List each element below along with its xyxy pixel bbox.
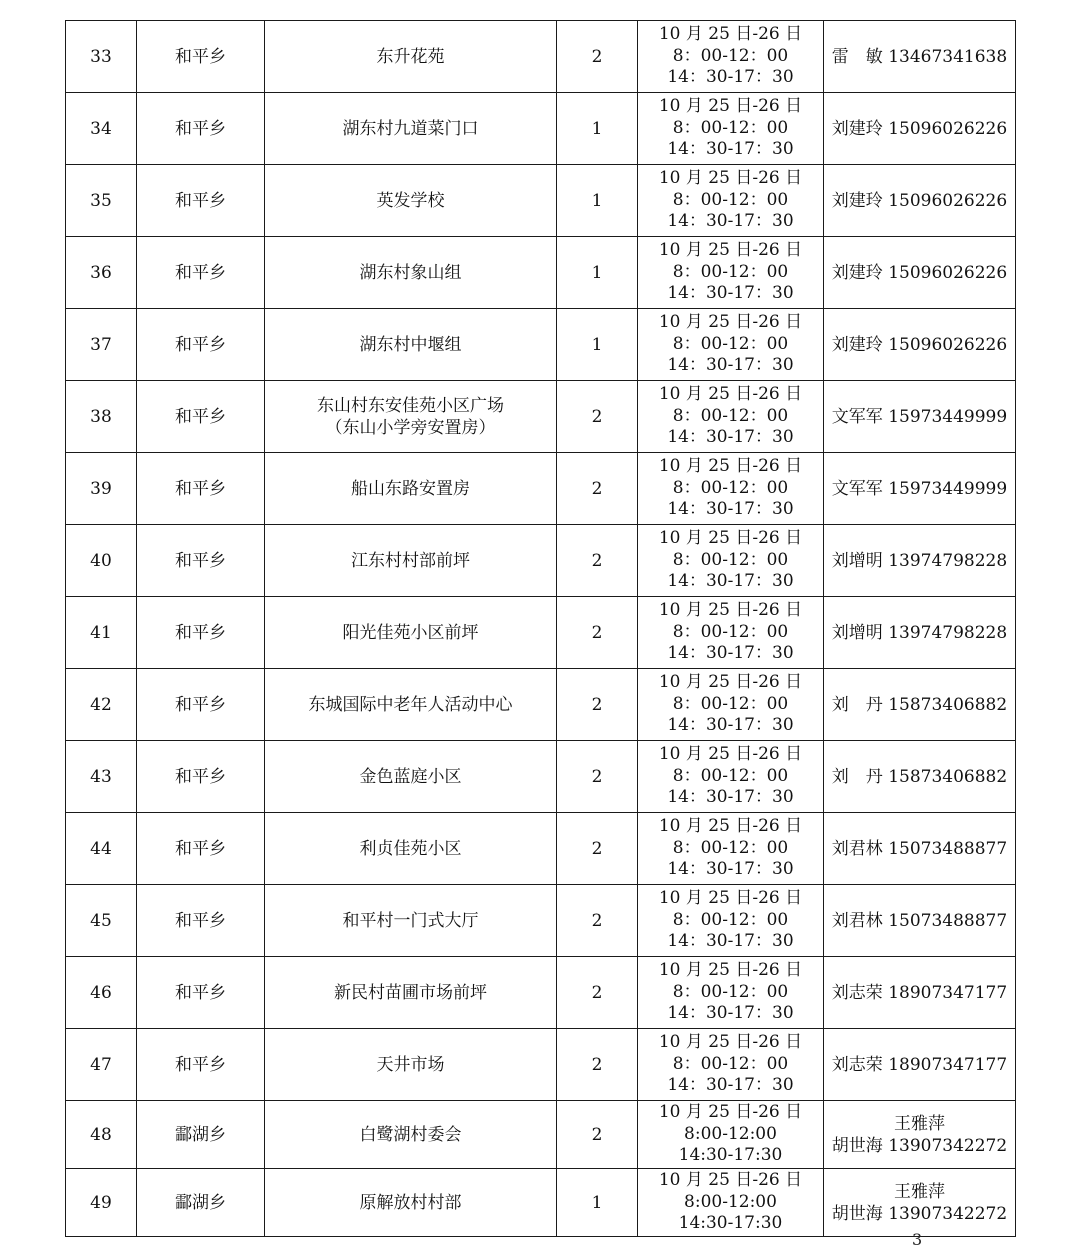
table-row (66, 93, 1016, 165)
time-slot-line: 8：00-12：00 (672, 621, 789, 642)
time-slot-line: 8：00-12：00 (672, 837, 789, 858)
time-slot-line: 8：00-12：00 (672, 117, 789, 138)
sampling-point-count-cell: 1 (557, 237, 638, 309)
contact-person-line: 刘增明 13974798228 (831, 622, 1008, 643)
contact-person-cell (824, 669, 1016, 741)
site-name-cell (265, 885, 557, 957)
township-cell: 酃湖乡 (137, 1101, 265, 1169)
contact-person-line: 刘志荣 18907347177 (831, 982, 1008, 1003)
time-slot-cell (638, 597, 824, 669)
contact-person-line: 文军军 15973449999 (831, 406, 1008, 427)
contact-person-line: 刘 丹 15873406882 (831, 766, 1008, 787)
contact-person-line: 王雅萍 (894, 1181, 945, 1202)
time-slot-line: 10 月 25 日-26 日 (658, 96, 803, 117)
sampling-point-count-cell: 2 (557, 813, 638, 885)
time-slot-line: 8：00-12：00 (672, 981, 789, 1002)
time-slot-line: 8:00-12:00 (684, 1123, 777, 1144)
site-name-cell (265, 21, 557, 93)
time-slot-line: 10 月 25 日-26 日 (658, 744, 803, 765)
table-row (66, 885, 1016, 957)
time-slot-line: 8：00-12：00 (672, 549, 789, 570)
township-cell: 和平乡 (137, 93, 265, 165)
contact-person-line: 刘君林 15073488877 (831, 910, 1008, 931)
time-slot-cell (638, 453, 824, 525)
row-number-cell: 46 (66, 957, 137, 1029)
sampling-point-count-cell: 2 (557, 381, 638, 453)
contact-person-line: 刘君林 15073488877 (831, 838, 1008, 859)
time-slot-line: 14:30-17:30 (678, 1213, 783, 1234)
site-name-cell (265, 237, 557, 309)
site-name-line: 新民村苗圃市场前坪 (334, 982, 487, 1003)
site-name-line: （东山小学旁安置房） (325, 417, 496, 438)
row-number-cell: 41 (66, 597, 137, 669)
time-slot-line: 14：30-17：30 (667, 139, 794, 160)
township-cell: 和平乡 (137, 453, 265, 525)
time-slot-line: 10 月 25 日-26 日 (658, 240, 803, 261)
table-row (66, 1169, 1016, 1237)
contact-person-cell (824, 525, 1016, 597)
site-name-line: 金色蓝庭小区 (359, 766, 462, 787)
time-slot-line: 10 月 25 日-26 日 (658, 888, 803, 909)
time-slot-line: 8：00-12：00 (672, 261, 789, 282)
site-name-cell (265, 525, 557, 597)
time-slot-cell (638, 813, 824, 885)
contact-person-line: 刘建玲 15096026226 (831, 118, 1008, 139)
table-row (66, 741, 1016, 813)
contact-person-line: 刘建玲 15096026226 (831, 262, 1008, 283)
sampling-point-count-cell: 2 (557, 453, 638, 525)
site-name-line: 湖东村九道菜门口 (342, 118, 479, 139)
township-cell: 和平乡 (137, 885, 265, 957)
table-row (66, 381, 1016, 453)
contact-person-cell (824, 1029, 1016, 1101)
time-slot-line: 10 月 25 日-26 日 (658, 960, 803, 981)
site-name-cell (265, 165, 557, 237)
site-name-line: 阳光佳苑小区前坪 (342, 622, 479, 643)
time-slot-cell (638, 21, 824, 93)
time-slot-line: 8:00-12:00 (684, 1191, 777, 1212)
site-name-cell (265, 1169, 557, 1237)
row-number-cell: 39 (66, 453, 137, 525)
contact-person-line: 文军军 15973449999 (831, 478, 1008, 499)
contact-person-cell (824, 957, 1016, 1029)
sampling-point-count-cell: 2 (557, 669, 638, 741)
time-slot-line: 10 月 25 日-26 日 (658, 1170, 803, 1191)
row-number-cell: 48 (66, 1101, 137, 1169)
row-number-cell: 37 (66, 309, 137, 381)
row-number-cell: 42 (66, 669, 137, 741)
time-slot-line: 8：00-12：00 (672, 693, 789, 714)
contact-person-line: 刘 丹 15873406882 (831, 694, 1008, 715)
time-slot-line: 14：30-17：30 (667, 283, 794, 304)
time-slot-cell (638, 741, 824, 813)
contact-person-cell (824, 885, 1016, 957)
time-slot-cell (638, 1029, 824, 1101)
sampling-point-count-cell: 2 (557, 957, 638, 1029)
time-slot-line: 14：30-17：30 (667, 1075, 794, 1096)
table-body (66, 21, 1016, 1237)
time-slot-line: 14：30-17：30 (667, 499, 794, 520)
contact-person-cell (824, 1169, 1016, 1237)
site-name-line: 湖东村中堰组 (359, 334, 462, 355)
contact-person-line: 刘建玲 15096026226 (831, 190, 1008, 211)
time-slot-cell (638, 525, 824, 597)
sampling-point-count-cell: 2 (557, 21, 638, 93)
site-name-line: 白鹭湖村委会 (359, 1124, 462, 1145)
row-number-cell: 43 (66, 741, 137, 813)
time-slot-line: 8：00-12：00 (672, 909, 789, 930)
contact-person-line: 刘增明 13974798228 (831, 550, 1008, 571)
time-slot-line: 14：30-17：30 (667, 643, 794, 664)
row-number-cell: 35 (66, 165, 137, 237)
contact-person-cell (824, 741, 1016, 813)
time-slot-line: 10 月 25 日-26 日 (658, 384, 803, 405)
site-name-cell (265, 957, 557, 1029)
site-name-line: 东城国际中老年人活动中心 (308, 694, 513, 715)
table-row (66, 309, 1016, 381)
contact-person-cell (824, 93, 1016, 165)
contact-person-cell (824, 309, 1016, 381)
table-row (66, 957, 1016, 1029)
sampling-point-count-cell: 1 (557, 1169, 638, 1237)
contact-person-line: 刘志荣 18907347177 (831, 1054, 1008, 1075)
sampling-point-count-cell: 2 (557, 1029, 638, 1101)
site-name-line: 和平村一门式大厅 (342, 910, 479, 931)
time-slot-line: 14：30-17：30 (667, 787, 794, 808)
township-cell: 和平乡 (137, 597, 265, 669)
site-name-line: 东升花苑 (376, 46, 445, 67)
contact-person-cell (824, 237, 1016, 309)
table-row (66, 165, 1016, 237)
table-row (66, 21, 1016, 93)
time-slot-cell (638, 93, 824, 165)
table-row (66, 1101, 1016, 1169)
row-number-cell: 34 (66, 93, 137, 165)
township-cell: 酃湖乡 (137, 1169, 265, 1237)
site-name-line: 船山东路安置房 (351, 478, 470, 499)
township-cell: 和平乡 (137, 957, 265, 1029)
township-cell: 和平乡 (137, 525, 265, 597)
time-slot-line: 10 月 25 日-26 日 (658, 1102, 803, 1123)
sampling-point-count-cell: 2 (557, 885, 638, 957)
site-name-cell (265, 309, 557, 381)
contact-person-line: 刘建玲 15096026226 (831, 334, 1008, 355)
township-cell: 和平乡 (137, 1029, 265, 1101)
contact-person-cell (824, 165, 1016, 237)
time-slot-line: 10 月 25 日-26 日 (658, 528, 803, 549)
site-name-cell (265, 381, 557, 453)
time-slot-line: 10 月 25 日-26 日 (658, 168, 803, 189)
township-cell: 和平乡 (137, 741, 265, 813)
table-row (66, 1029, 1016, 1101)
time-slot-line: 14：30-17：30 (667, 427, 794, 448)
time-slot-line: 10 月 25 日-26 日 (658, 816, 803, 837)
sampling-point-count-cell: 1 (557, 165, 638, 237)
site-name-line: 原解放村村部 (359, 1192, 462, 1213)
table-row (66, 525, 1016, 597)
time-slot-cell (638, 165, 824, 237)
time-slot-line: 8：00-12：00 (672, 1053, 789, 1074)
time-slot-line: 10 月 25 日-26 日 (658, 456, 803, 477)
time-slot-cell (638, 885, 824, 957)
time-slot-cell (638, 957, 824, 1029)
time-slot-cell (638, 669, 824, 741)
township-cell: 和平乡 (137, 669, 265, 741)
row-number-cell: 36 (66, 237, 137, 309)
contact-person-line: 胡世海 13907342272 (831, 1135, 1008, 1156)
time-slot-line: 10 月 25 日-26 日 (658, 312, 803, 333)
contact-person-cell (824, 813, 1016, 885)
time-slot-line: 8：00-12：00 (672, 477, 789, 498)
township-cell: 和平乡 (137, 21, 265, 93)
sampling-point-count-cell: 2 (557, 741, 638, 813)
row-number-cell: 44 (66, 813, 137, 885)
time-slot-line: 14：30-17：30 (667, 211, 794, 232)
time-slot-cell (638, 1169, 824, 1237)
row-number-cell: 33 (66, 21, 137, 93)
time-slot-line: 8：00-12：00 (672, 45, 789, 66)
sampling-point-count-cell: 1 (557, 93, 638, 165)
time-slot-cell (638, 1101, 824, 1169)
site-name-line: 利贞佳苑小区 (359, 838, 462, 859)
table-row (66, 453, 1016, 525)
township-cell: 和平乡 (137, 237, 265, 309)
row-number-cell: 49 (66, 1169, 137, 1237)
time-slot-line: 14：30-17：30 (667, 931, 794, 952)
township-cell: 和平乡 (137, 165, 265, 237)
site-name-cell (265, 669, 557, 741)
township-cell: 和平乡 (137, 381, 265, 453)
time-slot-line: 8：00-12：00 (672, 765, 789, 786)
sampling-point-count-cell: 1 (557, 309, 638, 381)
table-row (66, 597, 1016, 669)
contact-person-cell (824, 453, 1016, 525)
site-name-cell (265, 597, 557, 669)
time-slot-line: 14：30-17：30 (667, 1003, 794, 1024)
row-number-cell: 45 (66, 885, 137, 957)
site-name-cell (265, 1029, 557, 1101)
contact-person-line: 胡世海 13907342272 (831, 1203, 1008, 1224)
contact-person-cell (824, 381, 1016, 453)
testing-sites-table (65, 20, 1016, 1237)
row-number-cell: 47 (66, 1029, 137, 1101)
time-slot-cell (638, 309, 824, 381)
site-name-cell (265, 1101, 557, 1169)
time-slot-line: 14：30-17：30 (667, 859, 794, 880)
site-name-cell (265, 93, 557, 165)
sampling-point-count-cell: 2 (557, 525, 638, 597)
time-slot-line: 14：30-17：30 (667, 715, 794, 736)
table-row (66, 813, 1016, 885)
site-name-cell (265, 741, 557, 813)
time-slot-line: 8：00-12：00 (672, 189, 789, 210)
page-number: 3 (912, 1230, 923, 1249)
time-slot-line: 10 月 25 日-26 日 (658, 1032, 803, 1053)
time-slot-line: 8：00-12：00 (672, 405, 789, 426)
site-name-line: 英发学校 (376, 190, 445, 211)
site-name-line: 江东村村部前坪 (351, 550, 470, 571)
table-row (66, 237, 1016, 309)
time-slot-line: 8：00-12：00 (672, 333, 789, 354)
time-slot-cell (638, 237, 824, 309)
table-row (66, 669, 1016, 741)
time-slot-line: 14：30-17：30 (667, 355, 794, 376)
contact-person-line: 雷 敏 13467341638 (831, 46, 1008, 67)
township-cell: 和平乡 (137, 813, 265, 885)
time-slot-cell (638, 381, 824, 453)
township-cell: 和平乡 (137, 309, 265, 381)
contact-person-line: 王雅萍 (894, 1113, 945, 1134)
time-slot-line: 14:30-17:30 (678, 1145, 783, 1166)
time-slot-line: 10 月 25 日-26 日 (658, 24, 803, 45)
row-number-cell: 38 (66, 381, 137, 453)
time-slot-line: 14：30-17：30 (667, 571, 794, 592)
sampling-point-count-cell: 2 (557, 1101, 638, 1169)
contact-person-cell (824, 21, 1016, 93)
time-slot-line: 10 月 25 日-26 日 (658, 600, 803, 621)
site-name-cell (265, 453, 557, 525)
sampling-point-count-cell: 2 (557, 597, 638, 669)
row-number-cell: 40 (66, 525, 137, 597)
contact-person-cell (824, 1101, 1016, 1169)
site-name-line: 天井市场 (376, 1054, 445, 1075)
contact-person-cell (824, 597, 1016, 669)
time-slot-line: 10 月 25 日-26 日 (658, 672, 803, 693)
site-name-line: 湖东村象山组 (359, 262, 462, 283)
time-slot-line: 14：30-17：30 (667, 67, 794, 88)
site-name-line: 东山村东安佳苑小区广场 (317, 395, 504, 416)
site-name-cell (265, 813, 557, 885)
